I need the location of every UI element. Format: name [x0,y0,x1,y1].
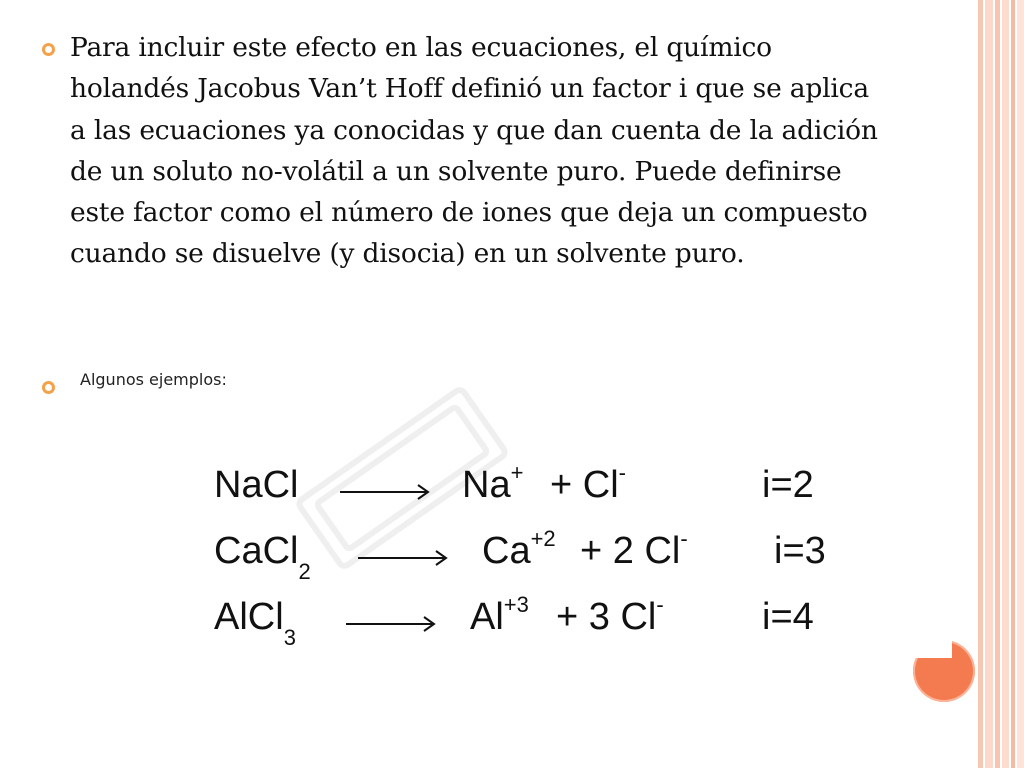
anion-term: + 3 Cl- [556,592,664,638]
reactant: AlCl$_3$ [214,596,296,650]
reactant: NaCl [214,464,299,506]
vant-hoff-factor: i=4 [762,596,814,638]
reactant: CaCl$_2$ [214,530,311,584]
examples-figure [72,368,952,658]
cation: $Al^{+3}$ [470,592,529,638]
equation-row [72,592,952,656]
vant-hoff-factor: i=3 [774,530,826,572]
decorative-stripe [995,0,1000,768]
anion-term: + 2 Cl- [580,526,688,572]
decorative-stripe [1002,0,1009,768]
anion-term: + Cl- [550,460,626,506]
cation: $Ca^{+2}$ [482,526,556,572]
cation: Na+ [462,460,524,506]
arrow-right-icon [358,548,450,568]
decorative-stripe [1017,0,1024,768]
figure-caption: Algunos ejemplos: [80,370,227,389]
body-paragraph: Para incluir este efecto en las ecuaciones, el químico holandés Jacobus Van’t Hoff definió un factor i que se aplica a las ecuaciones ya conocidas y que dan cuenta de la adición de un soluto no-volátil a un solvente puro. Puede definirse este factor como el número de iones que deja un compuesto cuando se disuelve (y disocia) en un solvente puro. [70,32,878,270]
decorative-stripe [985,0,993,768]
bullet-ring-icon [42,381,55,394]
bullet-ring-icon [42,43,55,56]
vant-hoff-factor: i=2 [762,464,814,506]
arrow-right-icon [346,614,438,634]
equation-row [72,526,952,590]
decorative-stripe [978,0,983,768]
arrow-right-icon [340,482,432,502]
equation-row [72,460,952,524]
decorative-stripe [1011,0,1015,768]
